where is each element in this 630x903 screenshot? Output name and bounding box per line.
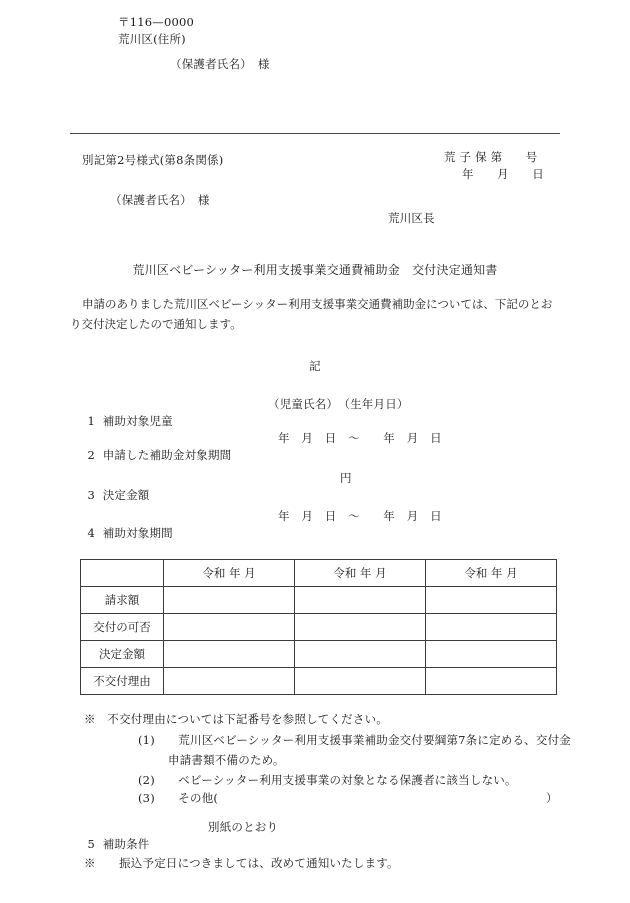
table-row-label-claim-amount: 請求額 bbox=[81, 587, 164, 614]
claim-decision-table bbox=[80, 559, 557, 695]
table-cell[interactable] bbox=[164, 614, 295, 641]
addressee-postal-code: 〒116—0000 bbox=[118, 15, 195, 29]
table-cell[interactable] bbox=[164, 641, 295, 668]
table-cell[interactable] bbox=[164, 587, 295, 614]
issuer-name: 荒川区長 bbox=[388, 211, 435, 225]
table-row bbox=[81, 668, 557, 695]
rejection-reason-3: (3) その他( bbox=[138, 791, 219, 805]
item-3-text: 決定金額 bbox=[102, 488, 150, 502]
table-cell[interactable] bbox=[295, 614, 426, 641]
rejection-notes-heading: ※ 不交付理由については下記番号を参照してください。 bbox=[84, 712, 388, 726]
item-1-number: 1 bbox=[87, 414, 95, 428]
table-row bbox=[81, 641, 557, 668]
table-cell[interactable] bbox=[426, 668, 557, 695]
item-5-text: 補助条件 bbox=[102, 837, 150, 851]
item-3-number: 3 bbox=[87, 488, 95, 502]
table-row bbox=[81, 614, 557, 641]
table-row-label-grant-approval: 交付の可否 bbox=[81, 614, 164, 641]
addressee-guardian-name: （保護者氏名） 様 bbox=[170, 57, 270, 71]
ki-marker: 記 bbox=[309, 359, 321, 373]
table-corner-cell bbox=[81, 560, 164, 587]
table-cell[interactable] bbox=[164, 668, 295, 695]
table-row-label-decided-amount: 決定金額 bbox=[81, 641, 164, 668]
item-4-number: 4 bbox=[87, 526, 95, 540]
recipient-guardian-name: （保護者氏名） 様 bbox=[110, 193, 210, 207]
horizontal-divider bbox=[70, 133, 560, 134]
table-cell[interactable] bbox=[295, 668, 426, 695]
item-5-value: 別紙のとおり bbox=[208, 820, 279, 834]
table-column-header-2: 令和 年 月 bbox=[295, 560, 426, 587]
table-cell[interactable] bbox=[426, 641, 557, 668]
table-cell[interactable] bbox=[426, 587, 557, 614]
item-1-value: （児童氏名） （生年月日） bbox=[268, 397, 409, 411]
table-cell[interactable] bbox=[426, 614, 557, 641]
item-4-value: 年 月 日 〜 年 月 日 bbox=[278, 509, 442, 523]
table-column-header-3: 令和 年 月 bbox=[426, 560, 557, 587]
form-id-label: 別記第2号様式(第8条関係) bbox=[82, 153, 224, 167]
item-1-text: 補助対象児童 bbox=[102, 414, 173, 428]
document-title: 荒川区ベビーシッター利用支援事業交通費補助金 交付決定通知書 bbox=[132, 263, 498, 277]
table-header-row bbox=[81, 560, 557, 587]
table-row-label-rejection-reason: 不交付理由 bbox=[81, 668, 164, 695]
document-number: 荒 子 保 第 号 bbox=[444, 150, 538, 164]
rejection-reason-1-line-1: (1) 荒川区ベビーシッター利用支援事業補助金交付要綱第7条に定める、交付金 bbox=[138, 733, 571, 747]
table-cell[interactable] bbox=[295, 587, 426, 614]
rejection-reason-2: (2) ベビーシッター利用支援事業の対象となる保護者に該当しない。 bbox=[138, 773, 517, 787]
transfer-date-footnote: ※ 振込予定日につきましては、改めて通知いたします。 bbox=[84, 856, 399, 870]
addressee-ward-address: 荒川区(住所) bbox=[118, 32, 186, 46]
item-2-text: 申請した補助金対象期間 bbox=[102, 448, 232, 462]
rejection-reason-1-line-2: 申請書類不備のため。 bbox=[168, 753, 285, 767]
table-column-header-1: 令和 年 月 bbox=[164, 560, 295, 587]
item-3-value: 円 bbox=[340, 471, 352, 485]
item-2-value: 年 月 日 〜 年 月 日 bbox=[278, 431, 442, 445]
item-5-number: 5 bbox=[87, 837, 95, 851]
item-4-label bbox=[72, 508, 173, 559]
rejection-reason-3-close-paren: ） bbox=[546, 791, 558, 805]
item-2-number: 2 bbox=[87, 448, 95, 462]
body-paragraph: 申請のありました荒川区ベビーシッター利用支援事業交通費補助金については、下記のとおり交付決定したので通知します。 bbox=[70, 297, 553, 331]
table-cell[interactable] bbox=[295, 641, 426, 668]
document-date: 年 月 日 bbox=[462, 167, 544, 181]
item-4-text: 補助対象期間 bbox=[102, 526, 173, 540]
table-row bbox=[81, 587, 557, 614]
